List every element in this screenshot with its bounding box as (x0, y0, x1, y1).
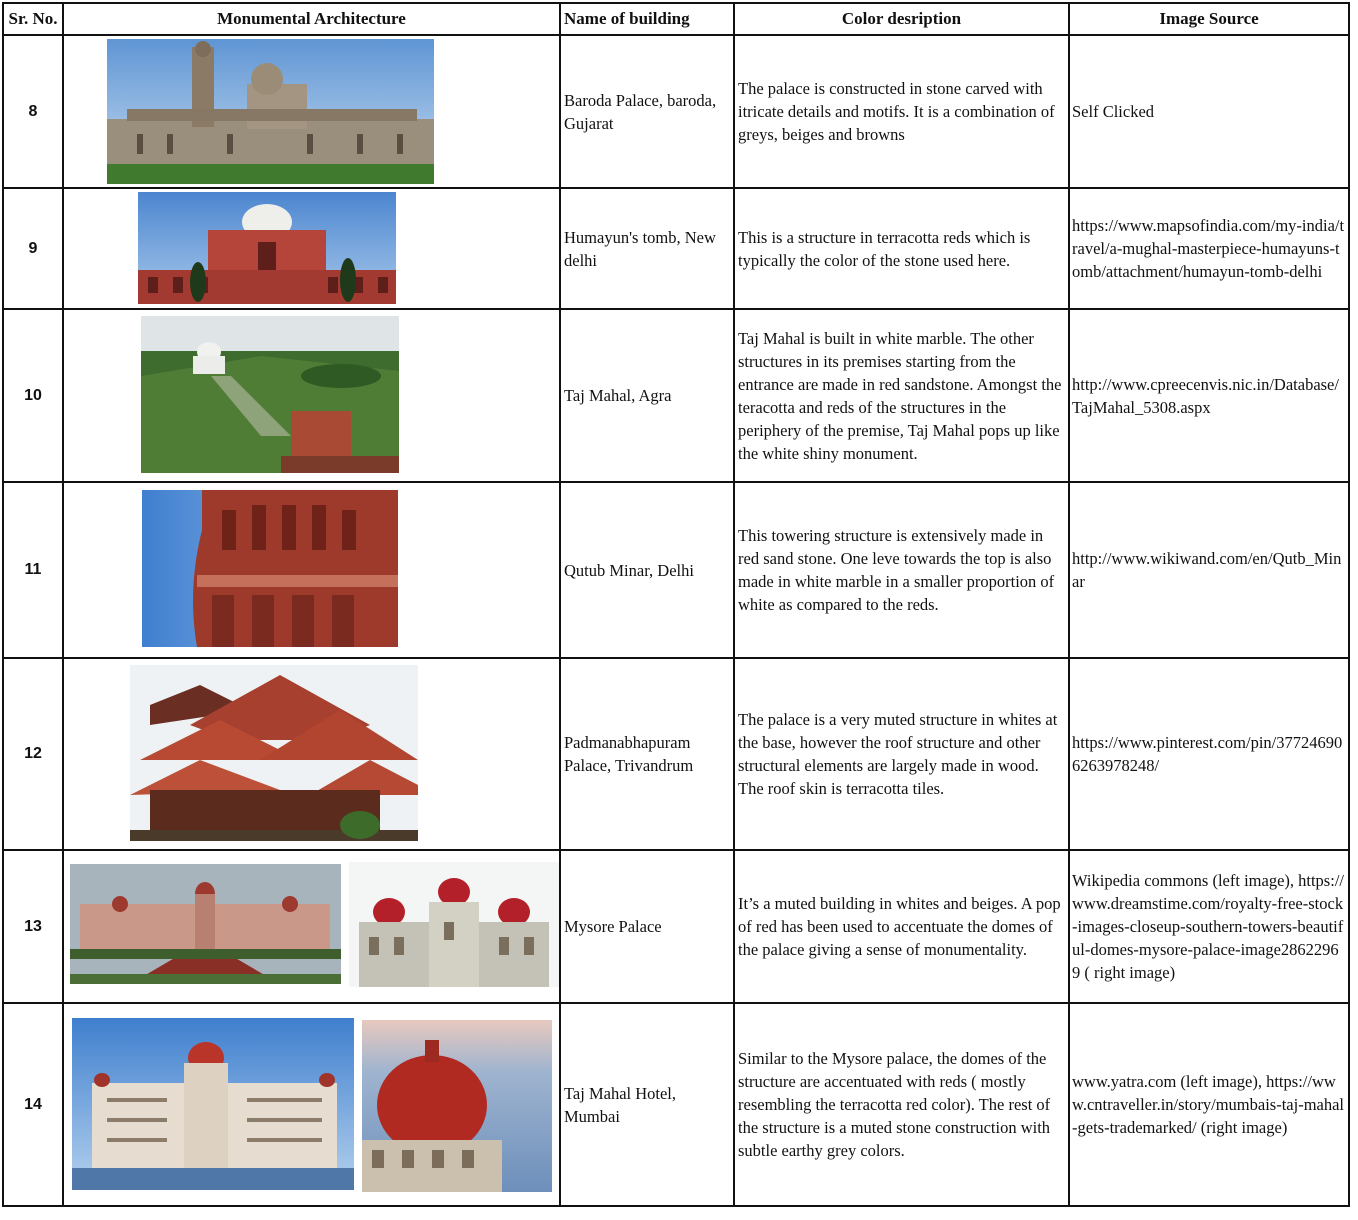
header-source: Image Source (1069, 3, 1349, 35)
header-architecture: Monumental Architecture (63, 3, 560, 35)
architecture-image-cell (63, 850, 560, 1003)
image-source-cell: www.yatra.com (left image), https://www.cntraveller.in/story/mumbais-taj-mahal-gets-trademarked/ (right image) (1069, 1003, 1349, 1206)
mysore-palace-right-photo (349, 862, 559, 987)
table-row (3, 1003, 1349, 1206)
header-name: Name of building (560, 3, 734, 35)
header-sr-no: Sr. No. (3, 3, 63, 35)
architecture-image-cell (63, 35, 560, 188)
color-description-cell: This towering structure is extensively made in red sand stone. One leve towards the top is also made in white marble in a smaller proportion of white as compared to the reds. (734, 482, 1069, 658)
architecture-image-cell (63, 482, 560, 658)
sr-no-cell: 11 (3, 482, 63, 658)
table-row (3, 482, 1349, 658)
header-row (3, 3, 1349, 35)
table-row (3, 850, 1349, 1003)
image-source-cell: http://www.wikiwand.com/en/Qutb_Minar (1069, 482, 1349, 658)
architecture-image-cell (63, 188, 560, 309)
mysore-palace-left-photo (70, 864, 341, 984)
building-name-cell: Taj Mahal Hotel, Mumbai (560, 1003, 734, 1206)
taj-mahal-photo (141, 316, 399, 473)
sr-no-cell: 14 (3, 1003, 63, 1206)
header-color: Color desription (734, 3, 1069, 35)
building-name-cell: Mysore Palace (560, 850, 734, 1003)
color-description-cell: The palace is constructed in stone carved with itricate details and motifs. It is a combination of greys, beiges and browns (734, 35, 1069, 188)
architecture-image-cell (63, 309, 560, 482)
color-description-cell: Similar to the Mysore palace, the domes of the structure are accentuated with reds ( mostly resembling the terracotta red color). The rest of the structure is a muted stone construction with subtle earthy grey colors. (734, 1003, 1069, 1206)
color-description-cell: Taj Mahal is built in white marble. The other structures in its premises starting from the entrance are made in red sandstone. Amongst the teracotta and reds of the structures in the periphery of the premise, Taj Mahal pops up like the white shiny monument. (734, 309, 1069, 482)
sr-no-cell: 10 (3, 309, 63, 482)
architecture-image-cell (63, 1003, 560, 1206)
color-description-cell: The palace is a very muted structure in whites at the base, however the roof structure and other structural elements are largely made in wood. The roof skin is terracotta tiles. (734, 658, 1069, 850)
building-name-cell: Baroda Palace, baroda, Gujarat (560, 35, 734, 188)
padmanabhapuram-palace-photo (130, 665, 418, 841)
color-description-cell: It’s a muted building in whites and beiges. A pop of red has been used to accentuate the domes of the palace giving a sense of monumentality. (734, 850, 1069, 1003)
building-name-cell: Qutub Minar, Delhi (560, 482, 734, 658)
sr-no-cell: 9 (3, 188, 63, 309)
table-row (3, 188, 1349, 309)
sr-no-cell: 13 (3, 850, 63, 1003)
taj-hotel-right-photo (362, 1020, 552, 1192)
building-name-cell: Padmanabhapuram Palace, Trivandrum (560, 658, 734, 850)
image-source-cell: Self Clicked (1069, 35, 1349, 188)
image-source-cell: Wikipedia commons (left image), https://www.dreamstime.com/royalty-free-stock-images-closeup-southern-towers-beautiful-domes-mysore-palace-image28622969 ( right image) (1069, 850, 1349, 1003)
building-name-cell: Taj Mahal, Agra (560, 309, 734, 482)
baroda-palace-photo (107, 39, 434, 184)
building-name-cell: Humayun's tomb, New delhi (560, 188, 734, 309)
image-source-cell: https://www.mapsofindia.com/my-india/travel/a-mughal-masterpiece-humayuns-tomb/attachment/humayun-tomb-delhi (1069, 188, 1349, 309)
table-row (3, 658, 1349, 850)
color-description-cell: This is a structure in terracotta reds which is typically the color of the stone used here. (734, 188, 1069, 309)
table-row (3, 309, 1349, 482)
taj-hotel-left-photo (72, 1018, 354, 1190)
image-source-cell: http://www.cpreecenvis.nic.in/Database/TajMahal_5308.aspx (1069, 309, 1349, 482)
qutub-minar-photo (142, 490, 398, 647)
humayuns-tomb-photo (138, 192, 396, 304)
monument-table (2, 2, 1350, 1207)
sr-no-cell: 8 (3, 35, 63, 188)
image-source-cell: https://www.pinterest.com/pin/377246906263978248/ (1069, 658, 1349, 850)
architecture-image-cell (63, 658, 560, 850)
sr-no-cell: 12 (3, 658, 63, 850)
table-row (3, 35, 1349, 188)
